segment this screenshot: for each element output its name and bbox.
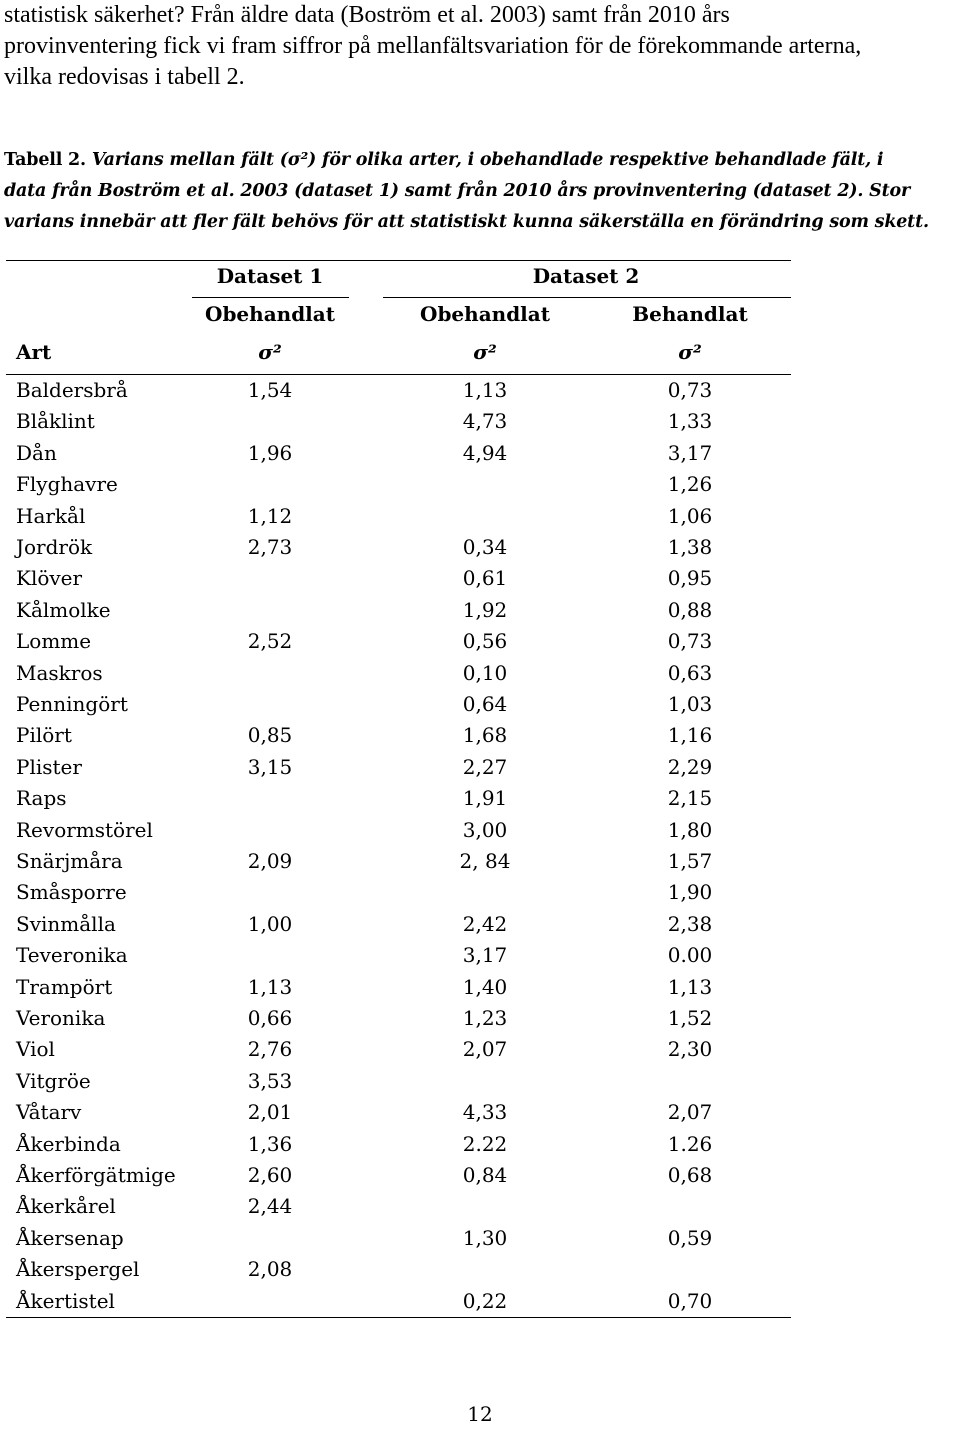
dataset1-untreated-value: 1,13 — [247, 974, 293, 999]
dataset2-untreated-value: 2, 84 — [459, 849, 511, 873]
dataset2-treated-header: Behandlat — [632, 302, 748, 326]
dataset2-untreated-header: Obehandlat — [420, 302, 550, 326]
dataset2-untreated-value: 0,22 — [462, 1288, 508, 1313]
dataset2-treated-value: 2,15 — [667, 786, 713, 811]
art-name: Viol — [16, 1037, 55, 1062]
art-name: Trampört — [16, 974, 113, 999]
dataset1-untreated-value: 2,60 — [247, 1163, 293, 1187]
dataset2-untreated-value: 2,07 — [462, 1037, 508, 1062]
dataset1-untreated-value: 1,54 — [247, 378, 293, 402]
dataset2-untreated-value: 3,17 — [462, 943, 508, 968]
art-name: Snärjmåra — [16, 849, 123, 873]
art-name: Svinmålla — [16, 911, 116, 936]
caption-line-2: data från Boström et al. 2003 (dataset 1) samt från 2010 års provinventering (dataset 2). Stor — [4, 181, 910, 201]
dataset2-treated-value: 1,38 — [667, 535, 713, 559]
art-name: Teveronika — [16, 943, 128, 968]
art-name: Dån — [16, 440, 57, 465]
dataset2-treated-value: 0,68 — [667, 1163, 713, 1187]
art-header: Art — [16, 340, 52, 364]
dataset2-untreated-value: 1,40 — [462, 974, 508, 999]
art-name: Åkersenap — [16, 1225, 124, 1250]
table-bottom-rule — [6, 1317, 791, 1318]
dataset2-treated-value: 1,33 — [667, 409, 713, 434]
dataset1-untreated-value: 3,15 — [247, 754, 293, 779]
intro-line-1: statistisk säkerhet? Från äldre data (Boström et al. 2003) samt från 2010 års — [4, 2, 730, 28]
dataset2-treated-value: 1.26 — [667, 1131, 713, 1156]
dataset1-untreated-value: 1,00 — [247, 911, 293, 936]
dataset2-treated-value: 2,07 — [667, 1100, 713, 1125]
sigma-header-1: σ² — [258, 340, 282, 364]
dataset2-untreated-value: 0,34 — [462, 535, 508, 559]
dataset2-treated-value: 0,70 — [667, 1288, 713, 1313]
dataset2-untreated-value: 0,56 — [462, 629, 508, 654]
art-name: Revormstörel — [16, 817, 153, 842]
dataset2-untreated-value: 2.22 — [462, 1131, 508, 1156]
dataset2-treated-value: 0,88 — [667, 597, 713, 622]
dataset2-treated-value: 1,26 — [667, 472, 713, 497]
art-name: Harkål — [16, 503, 86, 528]
art-name: Åkertistel — [16, 1288, 115, 1313]
dataset2-untreated-value: 3,00 — [462, 817, 508, 842]
dataset2-treated-value: 0.00 — [667, 943, 713, 968]
dataset1-rule — [192, 297, 349, 298]
dataset2-untreated-value: 1,92 — [462, 597, 508, 622]
dataset2-untreated-value: 2,27 — [462, 754, 508, 779]
sigma-header-2: σ² — [473, 340, 497, 364]
art-name: Åkerförgätmige — [16, 1163, 176, 1187]
intro-line-2: provinventering fick vi fram siffror på mellanfältsvariation för de förekommande arterna, — [4, 33, 862, 59]
dataset2-untreated-value: 4,73 — [462, 409, 508, 434]
dataset2-treated-value: 1,16 — [667, 723, 713, 748]
art-name: Plister — [16, 754, 82, 779]
dataset2-treated-value: 1,90 — [667, 880, 713, 905]
dataset2-treated-value: 1,06 — [667, 503, 713, 528]
dataset1-untreated-value: 2,52 — [247, 629, 293, 654]
caption-line-1: Varians mellan fält (σ²) för olika arter, i obehandlade respektive behandlade fält, i — [91, 150, 884, 170]
art-name: Småsporre — [16, 880, 127, 905]
dataset1-untreated-value: 1,36 — [247, 1131, 293, 1156]
dataset1-untreated-value: 0,85 — [247, 723, 293, 748]
dataset2-treated-value: 0,95 — [667, 566, 713, 591]
dataset2-untreated-value: 2,42 — [462, 911, 508, 936]
dataset1-header: Dataset 1 — [216, 264, 324, 288]
dataset2-untreated-value: 0,10 — [462, 660, 508, 685]
dataset1-untreated-value: 3,53 — [247, 1068, 293, 1093]
art-name: Klöver — [16, 566, 83, 591]
caption-label: Tabell 2. — [4, 150, 86, 170]
caption-line-3: varians innebär att fler fält behövs för att statistiskt kunna säkerställa en förändring som skett. — [4, 212, 929, 232]
art-name: Åkerkårel — [16, 1194, 116, 1219]
dataset2-treated-value: 1,80 — [667, 817, 713, 842]
art-name: Kålmolke — [16, 597, 111, 622]
art-name: Flyghavre — [16, 472, 118, 497]
dataset1-untreated-value: 2,09 — [247, 849, 293, 873]
art-name: Maskros — [16, 660, 103, 685]
dataset1-untreated-value: 2,73 — [247, 535, 293, 559]
dataset1-untreated-value: 1,12 — [247, 503, 293, 528]
dataset2-untreated-value: 1,91 — [462, 786, 508, 811]
art-name: Åkerbinda — [16, 1131, 121, 1156]
art-name: Vitgröe — [16, 1068, 91, 1093]
dataset2-untreated-value: 1,23 — [462, 1006, 508, 1030]
dataset2-treated-value: 0,73 — [667, 378, 713, 402]
dataset2-treated-value: 0,59 — [667, 1225, 713, 1250]
dataset2-treated-value: 0,73 — [667, 629, 713, 654]
dataset2-untreated-value: 0,61 — [462, 566, 508, 591]
art-name: Åkerspergel — [16, 1257, 140, 1282]
dataset1-untreated-value: 2,01 — [247, 1100, 293, 1125]
art-name: Lomme — [16, 629, 92, 654]
art-name: Pilört — [16, 723, 72, 748]
art-name: Våtarv — [16, 1100, 82, 1125]
table-top-rule — [6, 260, 791, 261]
dataset1-untreated-value: 2,76 — [247, 1037, 293, 1062]
art-name: Baldersbrå — [16, 378, 128, 402]
dataset2-treated-value: 2,38 — [667, 911, 713, 936]
dataset2-treated-value: 2,30 — [667, 1037, 713, 1062]
dataset2-untreated-value: 4,94 — [462, 440, 508, 465]
dataset2-treated-value: 1,03 — [667, 692, 713, 716]
dataset1-untreated-value: 2,08 — [247, 1257, 293, 1282]
dataset2-treated-value: 0,63 — [667, 660, 713, 685]
dataset2-treated-value: 2,29 — [667, 754, 713, 779]
header-bottom-rule — [6, 374, 791, 375]
dataset2-rule — [383, 297, 791, 298]
art-name: Veronika — [16, 1006, 106, 1030]
art-name: Jordrök — [16, 535, 93, 559]
dataset2-header: Dataset 2 — [532, 264, 640, 288]
dataset2-untreated-value: 0,84 — [462, 1163, 508, 1187]
dataset2-treated-value: 1,57 — [667, 849, 713, 873]
dataset2-treated-value: 3,17 — [667, 440, 713, 465]
intro-line-3: vilka redovisas i tabell 2. — [4, 64, 245, 90]
dataset1-untreated-header: Obehandlat — [205, 302, 335, 326]
dataset1-untreated-value: 2,44 — [247, 1194, 293, 1219]
dataset2-untreated-value: 4,33 — [462, 1100, 508, 1125]
art-name: Penningört — [16, 692, 128, 716]
dataset2-treated-value: 1,52 — [667, 1006, 713, 1030]
art-name: Raps — [16, 786, 67, 811]
dataset1-untreated-value: 0,66 — [247, 1006, 293, 1030]
page-number: 12 — [467, 1402, 493, 1426]
sigma-header-3: σ² — [678, 340, 702, 364]
dataset2-untreated-value: 1,13 — [462, 378, 508, 402]
dataset1-untreated-value: 1,96 — [247, 440, 293, 465]
dataset2-untreated-value: 1,68 — [462, 723, 508, 748]
dataset2-untreated-value: 1,30 — [462, 1225, 508, 1250]
dataset2-untreated-value: 0,64 — [462, 692, 508, 716]
dataset2-treated-value: 1,13 — [667, 974, 713, 999]
art-name: Blåklint — [16, 409, 95, 434]
